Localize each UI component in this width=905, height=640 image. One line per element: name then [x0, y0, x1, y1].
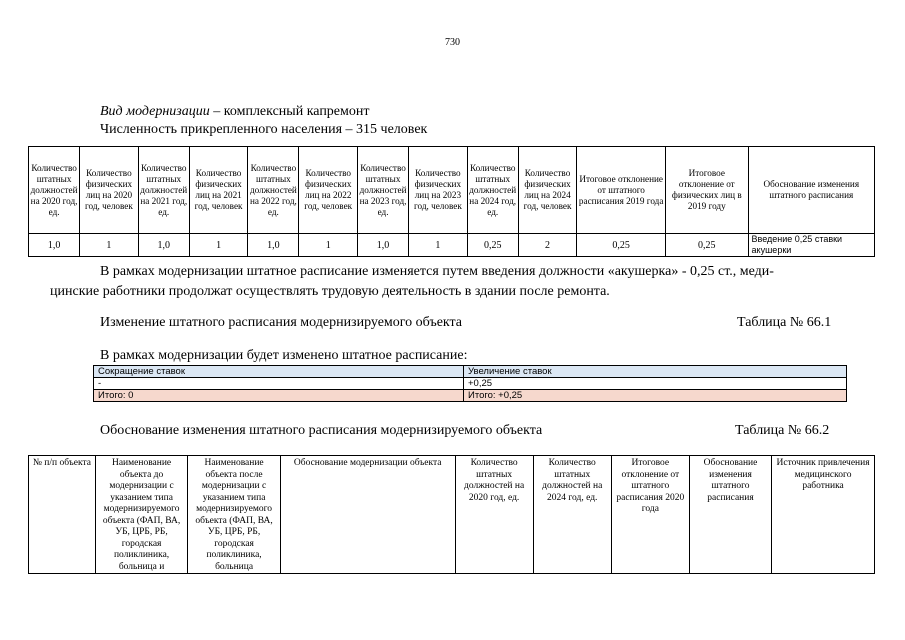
header-cell: Обоснование изменения штатного расписания — [748, 147, 874, 234]
value-cell: 2 — [518, 234, 576, 257]
value-cell: 1 — [189, 234, 247, 257]
justification-table-header-row — [29, 456, 875, 574]
header-cell: Итоговое отклонение от штатного расписания 2020 года — [611, 456, 689, 574]
header-cell: Сокращение ставок — [94, 366, 464, 378]
value-cell: 0,25 — [577, 234, 666, 257]
header-cell: № п/п объекта — [29, 456, 96, 574]
table-number-2: Таблица № 66.2 — [735, 423, 830, 438]
section-title-1: Изменение штатного расписания модернизируемого объекта — [100, 315, 463, 330]
value-cell: +0,25 — [464, 378, 847, 390]
header-cell: Наименование объекта до модернизации с указанием типа модернизируемого объекта (ФАП, ВА, УБ, ЦРБ, РБ, городская поликлиника, больница и — [95, 456, 188, 574]
paragraph-line-2: цинские работники продолжат осуществлять трудовую деятельность в здании после ремонта. — [50, 284, 610, 299]
header-cell: Количество физических лиц на 2023 год, человек — [409, 147, 467, 234]
header-cell: Обоснование изменения штатного расписания — [689, 456, 771, 574]
header-cell: Обоснование модернизации объекта — [280, 456, 455, 574]
header-cell: Количество физических лиц на 2021 год, человек — [189, 147, 247, 234]
header-cell: Количество штатных должностей на 2022 год, ед. — [248, 147, 299, 234]
header-cell: Количество штатных должностей на 2024 год, ед. — [533, 456, 611, 574]
header-cell: Количество физических лиц на 2022 год, человек — [299, 147, 357, 234]
value-cell: 1 — [409, 234, 467, 257]
staffing-table-value-row — [29, 234, 875, 257]
rate-change-table — [93, 365, 847, 402]
paragraph-line-1: В рамках модернизации штатное расписание изменяется путем введения должности «акушерка» - 0,25 ст., меди- — [100, 264, 774, 279]
header-cell: Количество штатных должностей на 2021 год, ед. — [138, 147, 189, 234]
page-number: 730 — [445, 37, 460, 48]
header-cell: Итоговое отклонение от физических лиц в 2019 году — [666, 147, 749, 234]
modernization-type — [100, 104, 370, 120]
rate-change-row — [94, 378, 847, 390]
modernization-type-value: – комплексный капремонт — [209, 104, 370, 119]
value-cell: 1,0 — [357, 234, 408, 257]
change-note: В рамках модернизации будет изменено штатное расписание: — [100, 348, 468, 363]
value-cell: 1 — [299, 234, 357, 257]
header-cell: Количество штатных должностей на 2020 год, ед. — [455, 456, 533, 574]
modernization-type-label: Вид модернизации — [100, 104, 210, 119]
header-cell: Наименование объекта после модернизации с указанием типа модернизируемого объекта (ФАП, ВА, УБ, ЦРБ, РБ, городская поликлиника, больница — [188, 456, 281, 574]
header-cell: Увеличение ставок — [464, 366, 847, 378]
staffing-table — [28, 146, 875, 257]
header-cell: Количество штатных должностей на 2024 год, ед. — [467, 147, 518, 234]
section-title-2: Обоснование изменения штатного расписания модернизируемого объекта — [100, 423, 543, 438]
total-cell: Итого: 0 — [94, 390, 464, 402]
header-cell: Количество физических лиц на 2020 год, человек — [80, 147, 138, 234]
value-cell: 1 — [80, 234, 138, 257]
value-cell: 1,0 — [138, 234, 189, 257]
header-cell: Количество штатных должностей на 2023 год, ед. — [357, 147, 408, 234]
value-cell: 0,25 — [467, 234, 518, 257]
rate-change-total-row — [94, 390, 847, 402]
rate-change-header-row — [94, 366, 847, 378]
table-number-1: Таблица № 66.1 — [737, 315, 832, 330]
header-cell: Количество физических лиц на 2024 год, человек — [518, 147, 576, 234]
basis-cell: Введение 0,25 ставки акушерки — [748, 234, 874, 257]
justification-table — [28, 455, 875, 574]
staffing-table-header-row — [29, 147, 875, 234]
header-cell: Итоговое отклонение от штатного расписания 2019 года — [577, 147, 666, 234]
total-cell: Итого: +0,25 — [464, 390, 847, 402]
value-cell: 0,25 — [666, 234, 749, 257]
value-cell: 1,0 — [248, 234, 299, 257]
value-cell: - — [94, 378, 464, 390]
header-cell: Количество штатных должностей на 2020 год, ед. — [29, 147, 80, 234]
population-line: Численность прикрепленного населения – 315 человек — [100, 122, 428, 137]
header-cell: Источник привлечения медицинского работника — [772, 456, 875, 574]
value-cell: 1,0 — [29, 234, 80, 257]
